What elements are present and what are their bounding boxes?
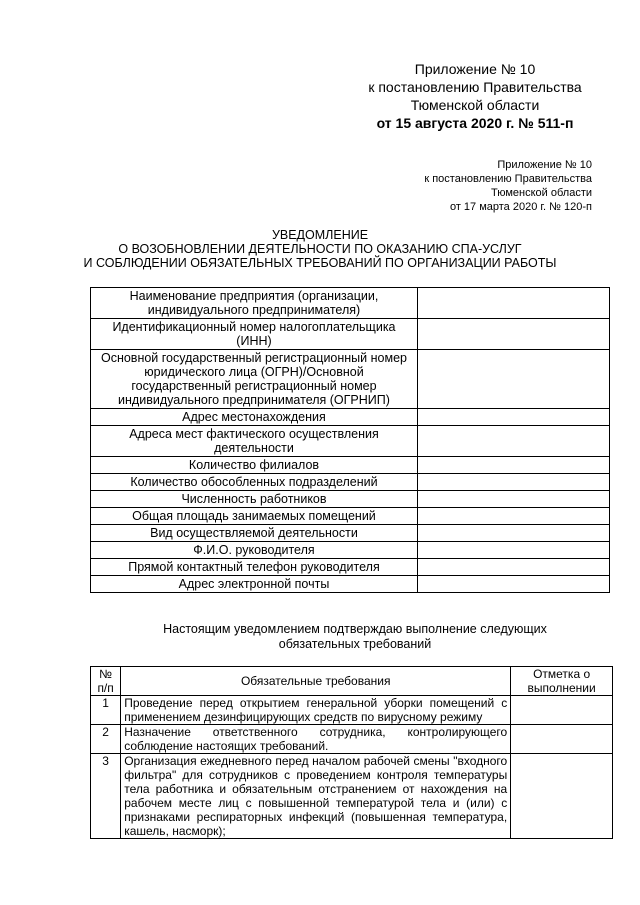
info-row bbox=[91, 457, 610, 474]
info-label: Наименование предприятия (организации, индивидуального предпринимателя) bbox=[91, 288, 418, 319]
info-label: Количество филиалов bbox=[91, 457, 418, 474]
info-row bbox=[91, 525, 610, 542]
info-value-cell[interactable] bbox=[417, 542, 609, 559]
requirement-row bbox=[91, 725, 613, 754]
info-row bbox=[91, 409, 610, 426]
col-header-number: № п/п bbox=[91, 667, 121, 696]
info-label: Численность работников bbox=[91, 491, 418, 508]
document-title bbox=[0, 228, 640, 270]
info-label: Адреса мест фактического осуществления деятельности bbox=[91, 426, 418, 457]
info-row bbox=[91, 559, 610, 576]
requirement-row bbox=[91, 754, 613, 839]
info-value-cell[interactable] bbox=[417, 508, 609, 525]
info-value-cell[interactable] bbox=[417, 319, 609, 350]
resolution-label: к постановлению Правительства bbox=[368, 79, 582, 95]
requirements-header-row bbox=[91, 667, 613, 696]
info-row bbox=[91, 319, 610, 350]
info-value-cell[interactable] bbox=[417, 426, 609, 457]
requirement-text: Проведение перед открытием генеральной уборки помещений с применением дезинфицирующих средств по вирусному режиму bbox=[121, 696, 511, 725]
info-value-cell[interactable] bbox=[417, 350, 609, 409]
info-label: Адрес электронной почты bbox=[91, 576, 418, 593]
info-label: Идентификационный номер налогоплательщика (ИНН) bbox=[91, 319, 418, 350]
info-label: Основной государственный регистрационный номер юридического лица (ОГРН)/Основной государственный регистрационный номер индивидуального предпринимателя (ОГРНИП) bbox=[91, 350, 418, 409]
col-header-mark: Отметка о выполнении bbox=[511, 667, 613, 696]
old-resolution-date: от 17 марта 2020 г. № 120-п bbox=[449, 201, 592, 213]
title-line-3: И СОБЛЮДЕНИИ ОБЯЗАТЕЛЬНЫХ ТРЕБОВАНИЙ ПО ОРГАНИЗАЦИИ РАБОТЫ bbox=[83, 256, 557, 270]
requirement-number: 3 bbox=[91, 754, 121, 839]
info-value-cell[interactable] bbox=[417, 576, 609, 593]
requirement-number: 2 bbox=[91, 725, 121, 754]
info-value-cell[interactable] bbox=[417, 288, 609, 319]
title-line-1: УВЕДОМЛЕНИЕ bbox=[271, 228, 369, 242]
requirement-text: Организация ежедневного перед началом рабочей смены "входного фильтра" для сотрудников с проведением контроля температуры тела работника и обязательным отстранением от нахождения на рабочем месте лиц с повышенной температурой тела и (или) с признаками респираторных инфекций (повышенная температура, кашель, насморк); bbox=[121, 754, 511, 839]
requirements-table bbox=[90, 666, 613, 839]
info-row bbox=[91, 426, 610, 457]
region-label: Тюменской области bbox=[410, 97, 540, 113]
info-label: Количество обособленных подразделений bbox=[91, 474, 418, 491]
requirements-intro: Настоящим уведомлением подтверждаю выполнение следующих обязательных требований bbox=[163, 622, 547, 651]
info-label: Вид осуществляемой деятельности bbox=[91, 525, 418, 542]
info-label: Общая площадь занимаемых помещений bbox=[91, 508, 418, 525]
info-value-cell[interactable] bbox=[417, 491, 609, 508]
appendix-label: Приложение № 10 bbox=[414, 61, 536, 77]
info-row bbox=[91, 576, 610, 593]
info-row bbox=[91, 350, 610, 409]
requirement-mark-cell[interactable] bbox=[511, 725, 613, 754]
old-appendix-label: Приложение № 10 bbox=[497, 159, 592, 171]
old-region-label: Тюменской области bbox=[490, 187, 592, 199]
approval-header bbox=[360, 60, 590, 132]
info-value-cell[interactable] bbox=[417, 525, 609, 542]
requirement-mark-cell[interactable] bbox=[511, 754, 613, 839]
info-row bbox=[91, 542, 610, 559]
info-value-cell[interactable] bbox=[417, 474, 609, 491]
info-row bbox=[91, 508, 610, 525]
info-label: Ф.И.О. руководителя bbox=[91, 542, 418, 559]
info-row bbox=[91, 491, 610, 508]
title-line-2: О ВОЗОБНОВЛЕНИИ ДЕЯТЕЛЬНОСТИ ПО ОКАЗАНИЮ СПА-УСЛУГ bbox=[118, 242, 522, 256]
requirement-row bbox=[91, 696, 613, 725]
info-value-cell[interactable] bbox=[417, 457, 609, 474]
info-label: Прямой контактный телефон руководителя bbox=[91, 559, 418, 576]
info-value-cell[interactable] bbox=[417, 559, 609, 576]
requirement-text: Назначение ответственного сотрудника, контролирующего соблюдение настоящих требований. bbox=[121, 725, 511, 754]
previous-approval-header bbox=[424, 158, 592, 214]
info-label: Адрес местонахождения bbox=[91, 409, 418, 426]
organization-info-table bbox=[90, 287, 610, 593]
col-header-requirement: Обязательные требования bbox=[121, 667, 511, 696]
resolution-date: от 15 августа 2020 г. № 511-п bbox=[376, 115, 574, 131]
old-resolution-label: к постановлению Правительства bbox=[424, 173, 592, 185]
info-row bbox=[91, 474, 610, 491]
requirement-number: 1 bbox=[91, 696, 121, 725]
info-row bbox=[91, 288, 610, 319]
info-value-cell[interactable] bbox=[417, 409, 609, 426]
requirement-mark-cell[interactable] bbox=[511, 696, 613, 725]
